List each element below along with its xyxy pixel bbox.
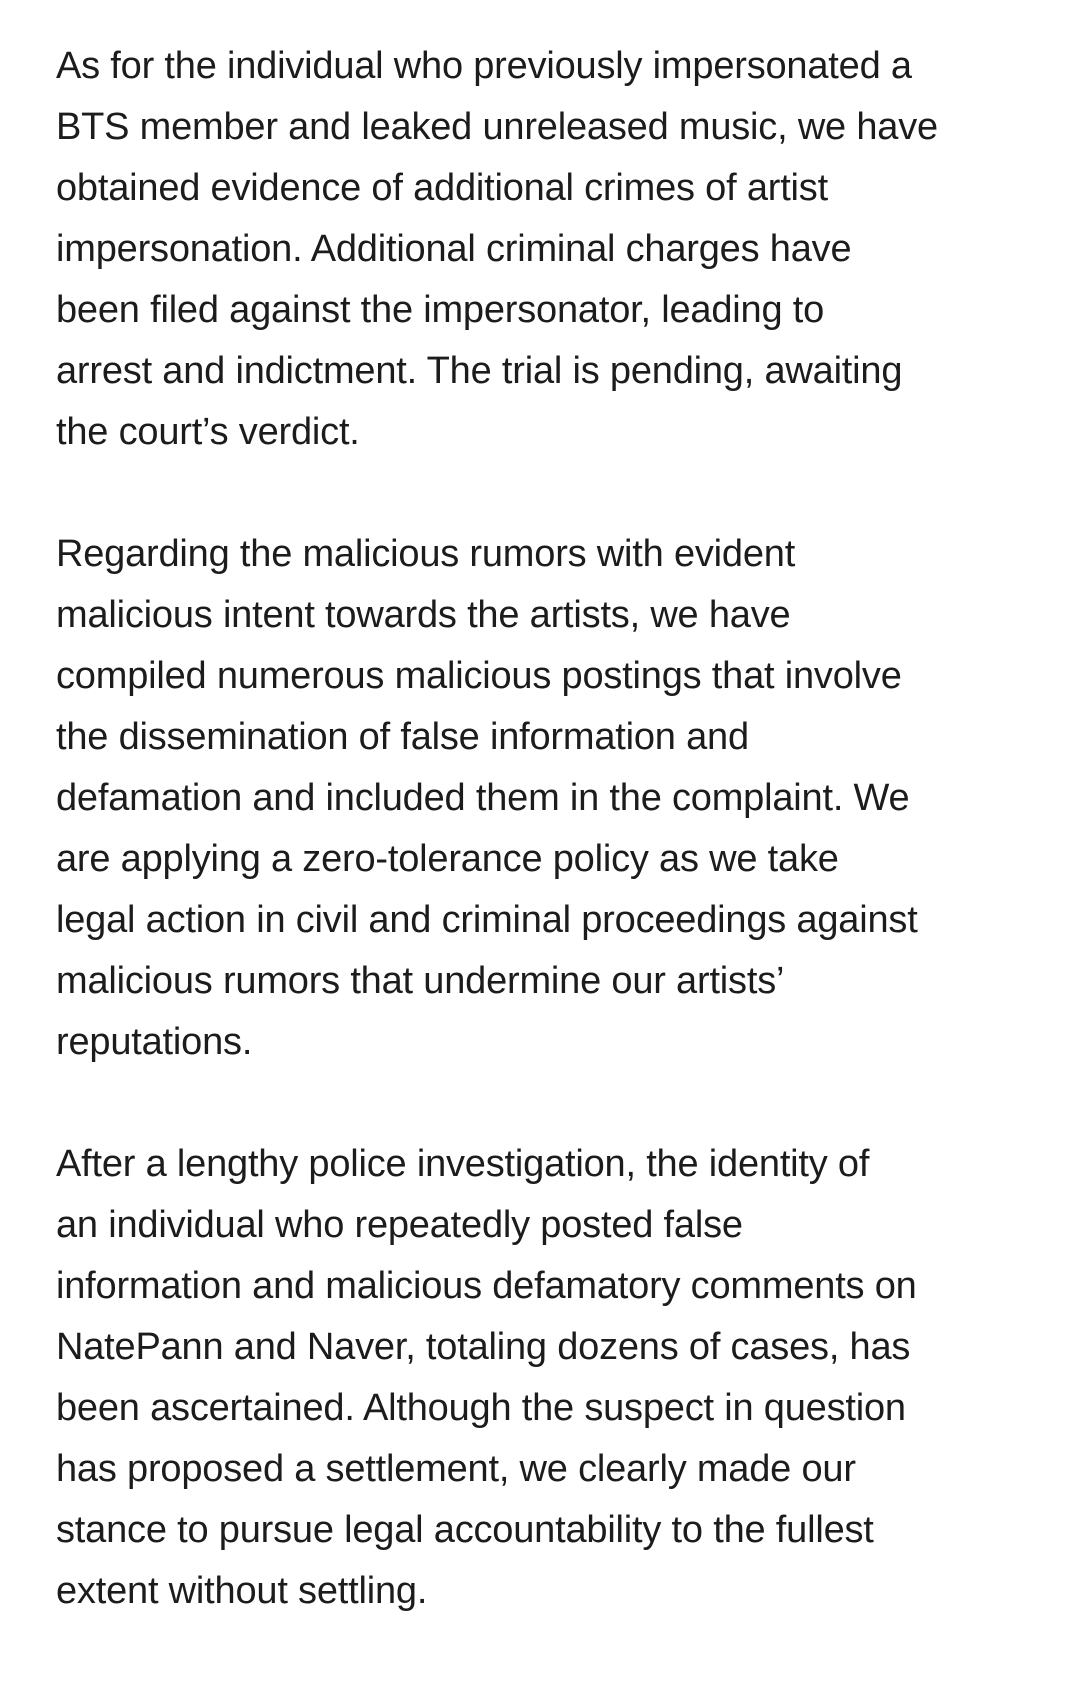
text-line: the dissemination of false information and bbox=[56, 716, 749, 758]
text-line: As for the individual who previously impersonated a bbox=[56, 45, 912, 87]
text-line: BTS member and leaked unreleased music, we have bbox=[56, 106, 938, 148]
text-line: obtained evidence of additional crimes of artist bbox=[56, 167, 828, 209]
text-line: has proposed a settlement, we clearly made our bbox=[56, 1448, 856, 1490]
text-line: After a lengthy police investigation, the identity of bbox=[56, 1143, 870, 1185]
text-line: legal action in civil and criminal proceedings against bbox=[56, 899, 918, 941]
text-line: been ascertained. Although the suspect in question bbox=[56, 1387, 906, 1429]
text-line: NatePann and Naver, totaling dozens of cases, has bbox=[56, 1326, 911, 1368]
text-line: arrest and indictment. The trial is pending, awaiting bbox=[56, 350, 903, 392]
text-line: defamation and included them in the complaint. We bbox=[56, 777, 910, 819]
text-line: information and malicious defamatory comments on bbox=[56, 1265, 917, 1307]
text-line: extent without settling. bbox=[56, 1570, 428, 1612]
text-line: been filed against the impersonator, leading to bbox=[56, 289, 825, 331]
document-body bbox=[56, 36, 1056, 1683]
text-line: stance to pursue legal accountability to the fullest bbox=[56, 1509, 874, 1551]
text-line: are applying a zero-tolerance policy as we take bbox=[56, 838, 839, 880]
paragraph-police-investigation bbox=[56, 1134, 1056, 1622]
text-line: the court’s verdict. bbox=[56, 411, 360, 453]
paragraph-impersonation bbox=[56, 36, 1056, 463]
text-line: an individual who repeatedly posted false bbox=[56, 1204, 743, 1246]
text-line: malicious intent towards the artists, we have bbox=[56, 594, 791, 636]
text-line: reputations. bbox=[56, 1021, 253, 1063]
text-line: malicious rumors that undermine our artists’ bbox=[56, 960, 785, 1002]
paragraph-malicious-rumors bbox=[56, 524, 1056, 1073]
text-line: Regarding the malicious rumors with evident bbox=[56, 533, 796, 575]
text-line: impersonation. Additional criminal charges have bbox=[56, 228, 852, 270]
text-line: compiled numerous malicious postings that involve bbox=[56, 655, 902, 697]
